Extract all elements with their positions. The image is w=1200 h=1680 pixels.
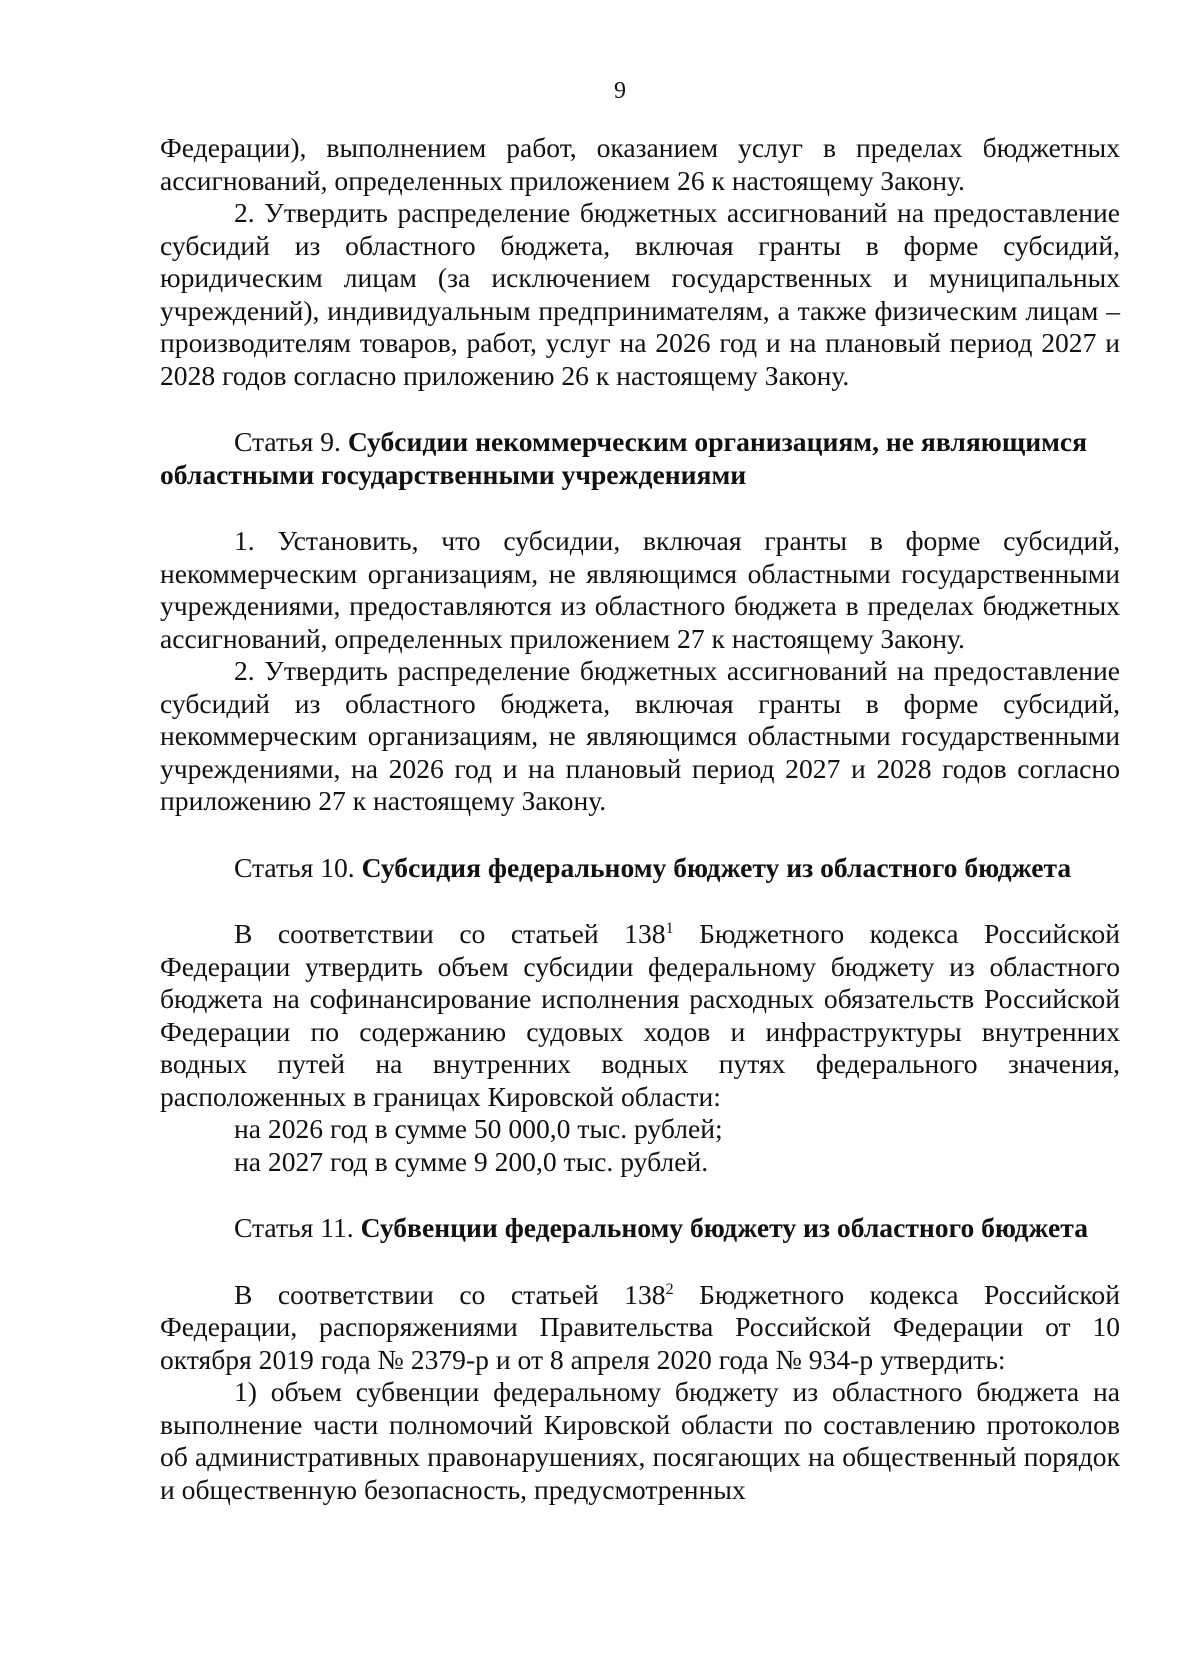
article10-text-start: В соответствии со статьей 138 — [234, 918, 666, 949]
article10-amount-2027: на 2027 год в сумме 9 200,0 тыс. рублей. — [234, 1145, 709, 1177]
article10-title: Субсидия федеральному бюджету из областного бюджета — [361, 851, 1072, 883]
article9-item2: 2. Утвердить распределение бюджетных ассигнований на предоставление субсидий из областного бюджета, включая гранты в форме субсидий, некоммерческим организациям, не являющимся областными государственными учреждениями, на 2026 год и на плановый период 2027 и 2028 годов согласно приложению 27 к настоящему Закону. — [160, 655, 1120, 816]
article11-item1: 1) объем субвенции федеральному бюджету из областного бюджета на выполнение части полномочий Кировской области по составлению протоколов об административных правонарушениях, посягающих на общественный порядок и общественную безопасность, предусмотренных — [160, 1376, 1120, 1505]
article10-text-rest: Бюджетного кодекса Российской Федерации утвердить объем субсидии федеральному бюджету из областного бюджета на софинансирование исполнения расходных обязательств Российской Федерации по содержанию судовых ходов и инфраструктуры внутренних водных путей на внутренних водных путях федерального значения, расположенных в границах Кировской области: — [160, 918, 1120, 1112]
article10-amount-2026: на 2026 год в сумме 50 000,0 тыс. рублей; — [234, 1113, 723, 1144]
article11-heading — [160, 1212, 1120, 1245]
article8-item2: 2. Утвердить распределение бюджетных ассигнований на предоставление субсидий из областного бюджета, включая гранты в форме субсидий, юридическим лицам (за исключением государственных и муниципальных учреждений), индивидуальным предпринимателям, а также физическим лицам – производителям товаров, работ, услуг на 2026 год и на плановый период 2027 и 2028 годов согласно приложению 26 к настоящему Закону. — [160, 197, 1120, 391]
article9-title: Субсидии некоммерческим организациям, не являющимся областными государственными учреждениями — [160, 426, 1088, 490]
article10-heading — [160, 852, 1120, 885]
article11-paragraph — [160, 1279, 1120, 1377]
article10-prefix: Статья 10. — [234, 851, 355, 883]
article10-superscript: 1 — [665, 919, 674, 937]
article9-heading — [160, 426, 1120, 491]
article11-text-rest: Бюджетного кодекса Российской Федерации, распоряжениями Правительства Российской Федерации от 10 октября 2019 года № 2379-р и от 8 апреля 2020 года № 934-р утвердить: — [160, 1278, 1120, 1375]
article11-title: Субвенции федеральному бюджету из областного бюджета — [360, 1212, 1088, 1243]
article9-item1: 1. Установить, что субсидии, включая гранты в форме субсидий, некоммерческим организациям, не являющимся областными государственными учреждениями, предоставляются из областного бюджета в пределах бюджетных ассигнований, определенных приложением 27 к настоящему Закону. — [160, 525, 1120, 654]
page-number: 9 — [614, 78, 626, 104]
article10-paragraph — [160, 918, 1120, 1113]
article11-prefix: Статья 11. — [234, 1212, 354, 1243]
article9-prefix: Статья 9. — [234, 426, 341, 457]
article11-text-start: В соответствии со статьей 138 — [234, 1278, 666, 1310]
continuation-paragraph: Федерации), выполнением работ, оказанием услуг в пределах бюджетных ассигнований, определенных приложением 26 к настоящему Закону. — [160, 132, 1120, 196]
article11-superscript: 2 — [665, 1280, 674, 1298]
document-body — [160, 132, 1120, 1506]
